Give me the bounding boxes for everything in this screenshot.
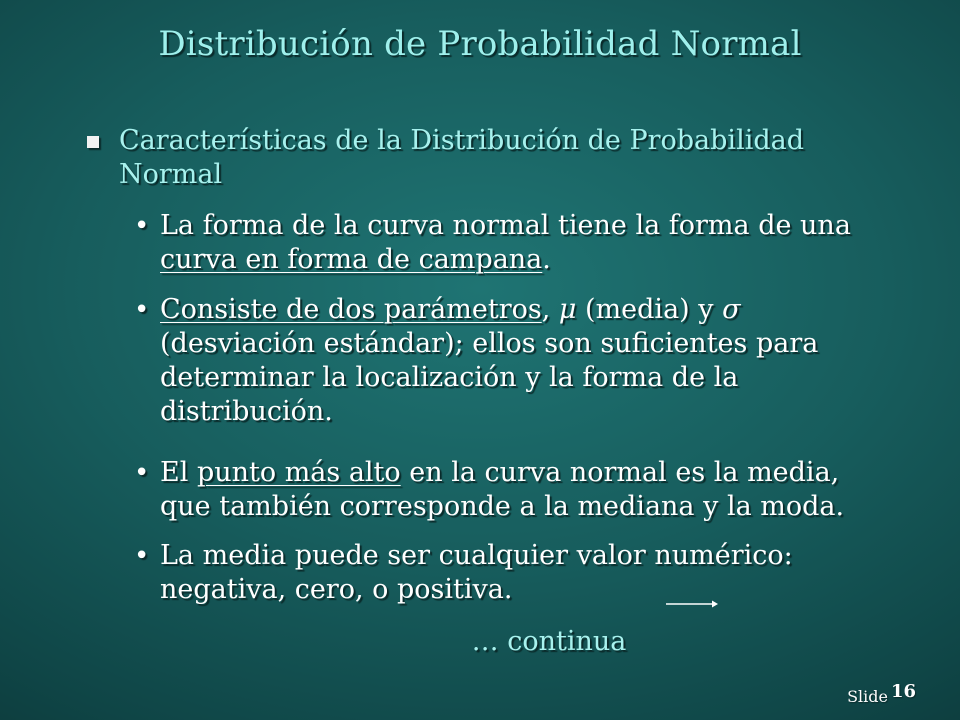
bullet-text: [160, 456, 894, 524]
bullet-text: [160, 209, 894, 277]
underlined-phrase: curva en forma de campana: [160, 244, 543, 275]
bullet-text-part: La forma de la curva normal tiene la forma de una: [160, 210, 851, 241]
main-point-text: Características de la Distribución de Probabilidad Normal: [119, 125, 805, 190]
bullet-text: La media puede ser cualquier valor numérico: negativa, cero, o positiva.: [160, 540, 793, 605]
bullet-text-part: ,: [541, 294, 559, 325]
bullet-text-part: (desviación estándar); ellos son suficientes para determinar la localización y la forma de la distribución.: [160, 328, 819, 427]
bullet-text-part: .: [542, 244, 551, 275]
round-bullet-icon: •: [134, 211, 150, 241]
bullet-bell-shape: [134, 209, 894, 277]
slide-title: Distribución de Probabilidad Normal: [158, 24, 802, 64]
slide-number: 16: [890, 681, 916, 702]
round-bullet-icon: •: [134, 295, 150, 325]
continue-link[interactable]: … continua: [471, 626, 627, 657]
underlined-phrase: Consiste de dos parámetros: [160, 294, 542, 325]
round-bullet-icon: •: [134, 541, 150, 571]
mu-symbol: μ: [558, 294, 577, 325]
bullet-text: [160, 293, 894, 429]
bullet-highest-point: [134, 456, 894, 524]
underlined-phrase: punto más alto: [196, 457, 401, 488]
right-arrow-icon[interactable]: [666, 598, 718, 610]
bullet-text-part: (media) y: [576, 294, 723, 325]
main-point: [87, 124, 867, 192]
bullet-text-part: El: [160, 457, 197, 488]
bullet-parameters: [134, 293, 894, 429]
slide-label: Slide: [847, 687, 888, 706]
round-bullet-icon: •: [134, 458, 150, 488]
bullet-text-part: en la curva normal es la media, que también corresponde a la mediana y la moda.: [160, 457, 845, 522]
sigma-symbol: σ: [722, 294, 741, 325]
bullet-mean-value: [134, 539, 894, 607]
square-bullet-icon: [87, 136, 99, 148]
